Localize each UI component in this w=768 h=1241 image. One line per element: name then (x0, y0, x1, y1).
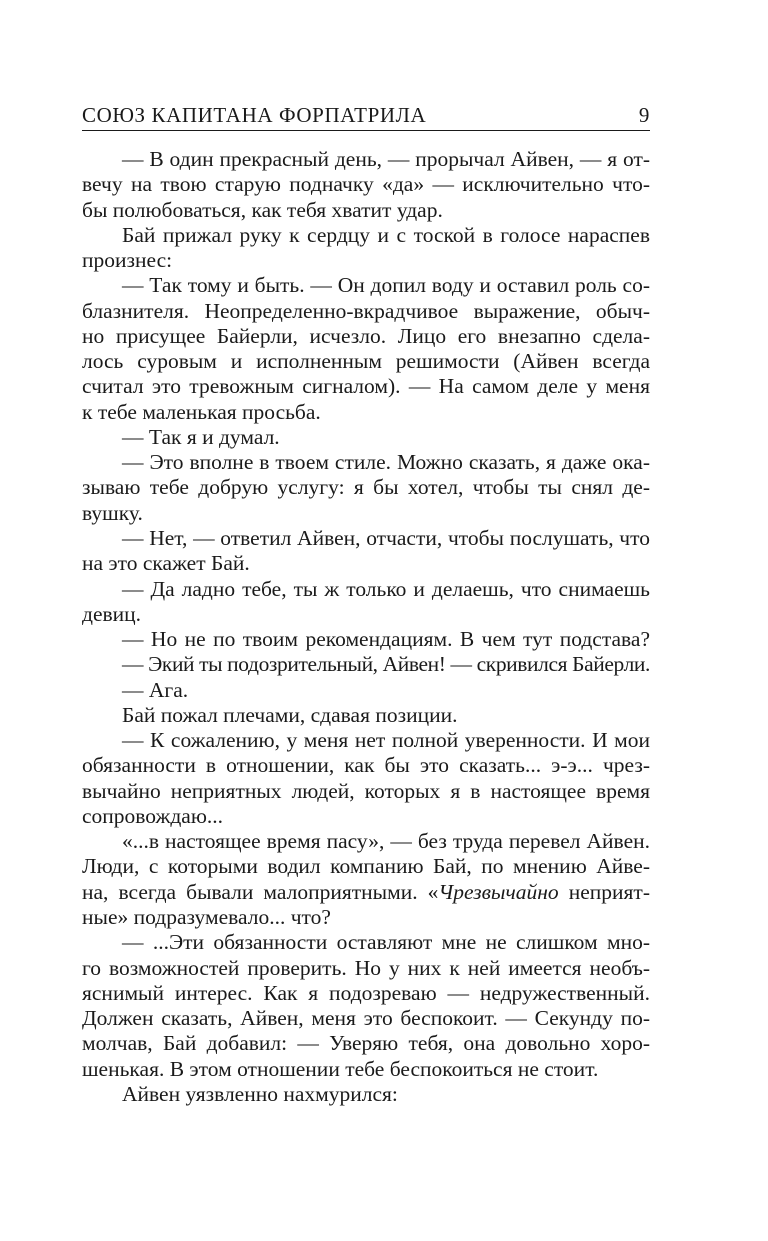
text-line: зываю тебе добрую услугу: я бы хотел, чтобы ты снял де- (82, 475, 650, 500)
text-line: шенькая. В этом отношении тебе беспокоиться не стоит. (82, 1056, 599, 1081)
body-text (82, 147, 650, 1107)
text-line: — В один прекрасный день, — прорычал Айвен, — я от- (122, 147, 650, 171)
text-line: — Это вполне в твоем стиле. Можно сказать, я даже ока- (122, 450, 650, 475)
text-line: но присущее Байерли, исчезло. Лицо его внезапно сдела- (82, 323, 650, 348)
text-line: го возможностей проверить. Но у них к ней имеется необъ- (82, 955, 650, 980)
text-segment: на, всегда бывали малоприятными. « (82, 879, 439, 904)
text-line: — Но не по твоим рекомендациям. В чем тут подстава? (122, 627, 650, 652)
text-line: Айвен уязвленно нахмурился: (122, 1081, 398, 1106)
italic-emphasis: Чрезвычайно (438, 879, 559, 904)
text-line: вычайно неприятных людей, которых я в настоящее время (82, 778, 650, 803)
text-line (82, 880, 650, 905)
text-line: яснимый интерес. Как я подозреваю — недружественный. (82, 980, 650, 1005)
text-line: на это скажет Бай. (82, 551, 250, 576)
page-number: 9 (638, 103, 650, 127)
text-line: ные» подразумевало... что? (82, 904, 331, 929)
book-title: СОЮЗ КАПИТАНА ФОРПАТРИЛА (82, 103, 427, 127)
text-line: — ...Эти обязанности оставляют мне не слишком мно- (122, 930, 650, 955)
text-line: — Экий ты подозрительный, Айвен! — скривился Байерли. (122, 652, 650, 677)
text-line: обязанности в отношении, как бы это сказать... э-э... чрез- (82, 753, 650, 778)
text-line: Бай прижал руку к сердцу и с тоской в голосе нараспев (122, 222, 650, 247)
text-line: произнес: (82, 248, 173, 273)
text-line: вечу на твою старую подначку «да» — исключительно что- (82, 172, 650, 197)
text-line: — Да ладно тебе, ты ж только и делаешь, что снимаешь (122, 576, 650, 601)
text-line: — Нет, — ответил Айвен, отчасти, чтобы послушать, что (122, 525, 650, 550)
text-line: — Так тому и быть. — Он допил воду и оставил роль со- (122, 273, 650, 298)
text-line: сопровождаю... (82, 803, 224, 828)
text-line: — К сожалению, у меня нет полной уверенности. И мои (122, 728, 650, 753)
text-line: молчав, Бай добавил: — Уверяю тебя, она довольно хоро- (82, 1031, 650, 1056)
text-segment: неприят- (558, 879, 650, 904)
text-line: Бай пожал плечами, сдавая позиции. (122, 702, 458, 727)
text-line: лось суровым и исполненным решимости (Айвен всегда (82, 349, 650, 374)
text-line: Люди, с которыми водил компанию Бай, по мнению Айве- (82, 854, 650, 879)
text-line: Должен сказать, Айвен, меня это беспокоит. — Секунду по- (82, 1006, 650, 1031)
header-rule (82, 130, 650, 131)
text-line: — Так я и думал. (122, 424, 280, 449)
text-line: к тебе маленькая просьба. (82, 399, 321, 424)
running-head (82, 100, 650, 128)
text-line: считал это тревожным сигналом). — На самом деле у меня (82, 374, 650, 399)
text-line: бы полюбоваться, как тебя хватит удар. (82, 197, 443, 222)
text-line: девиц. (82, 601, 142, 626)
text-line: вушку. (82, 500, 143, 525)
text-line: блазнителя. Неопределенно-вкрадчивое выражение, обыч- (82, 298, 650, 323)
text-line: — Ага. (122, 677, 189, 702)
text-line: «...в настоящее время пасу», — без труда перевел Айвен. (122, 829, 650, 854)
